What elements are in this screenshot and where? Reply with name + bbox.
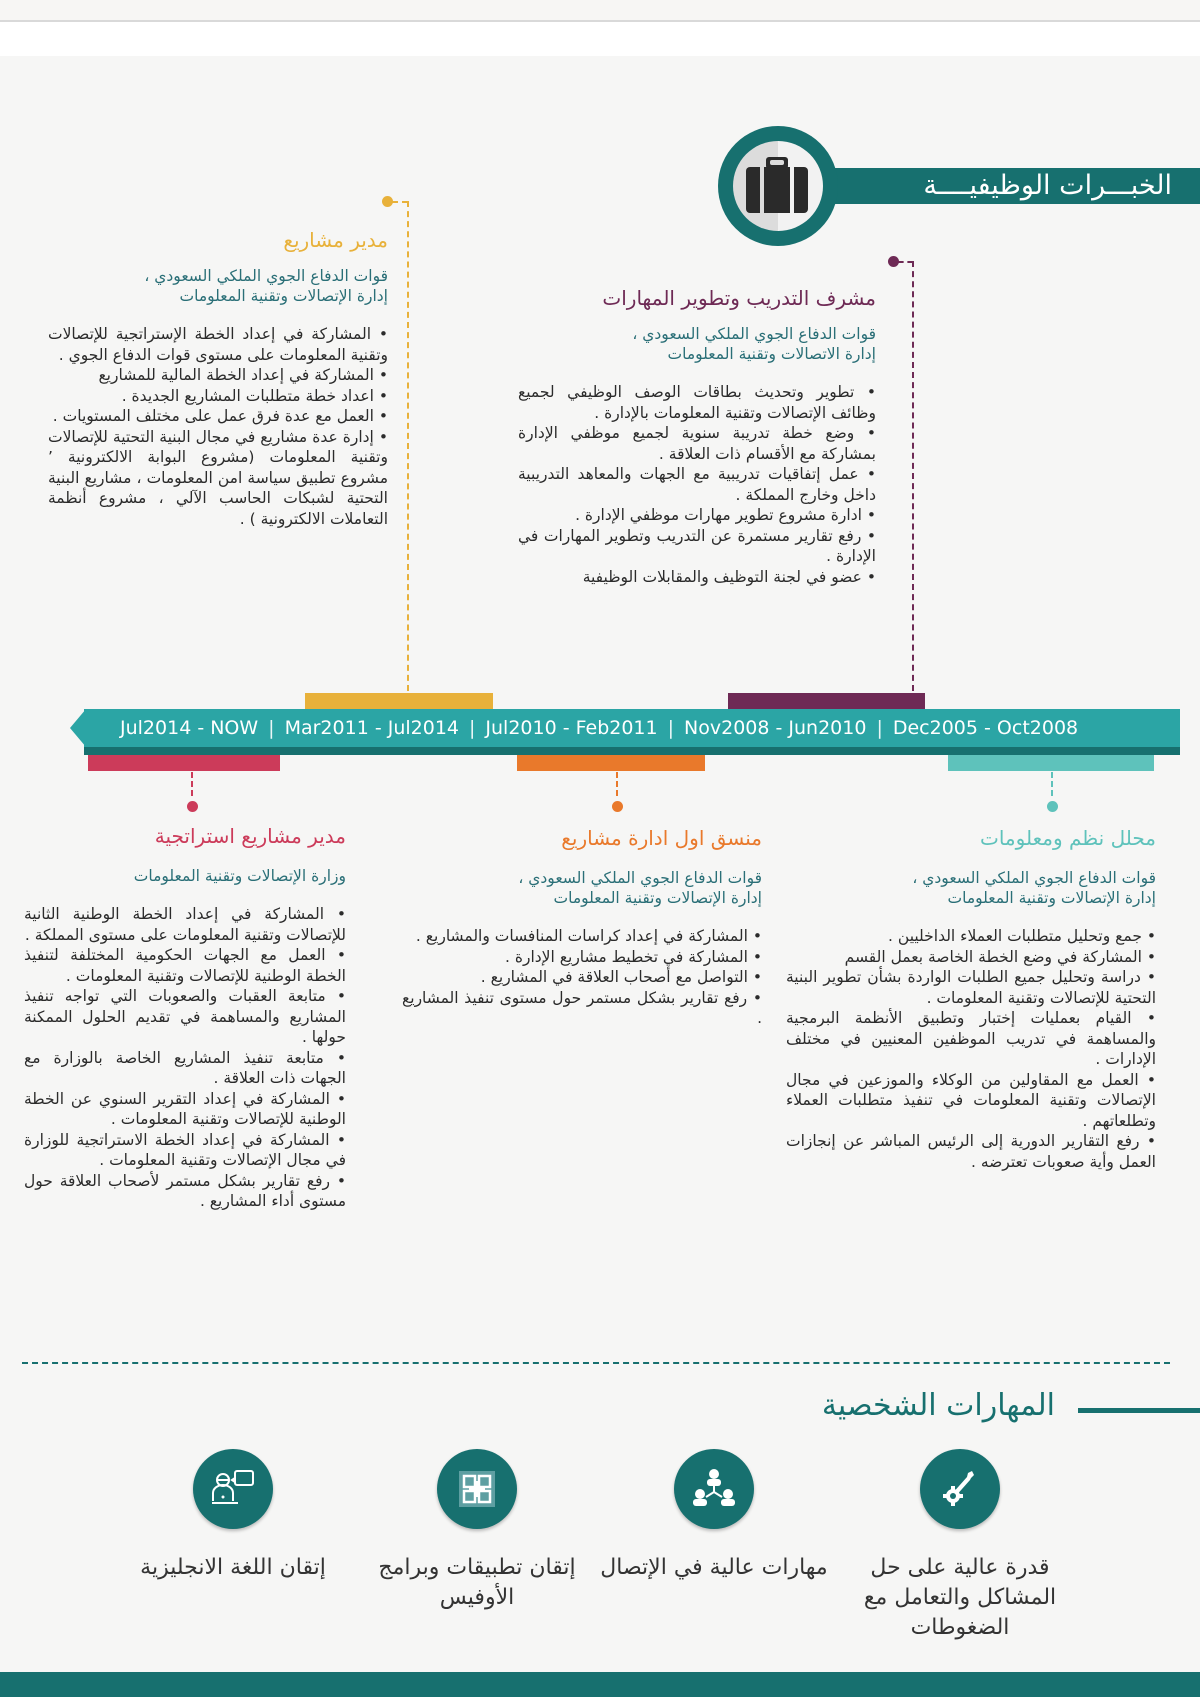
connector-dot-orange (612, 801, 623, 812)
connector-line (898, 261, 913, 263)
skill-communication (594, 1449, 834, 1583)
duty-item: • تطوير وتحديث بطاقات الوصف الوظيفي لجميع وظائف الإتصالات وتقنية المعلومات بالإدارة . (518, 382, 876, 423)
skill-label: إتقان تطبيقات وبرامج الأوفيس (378, 1555, 576, 1610)
duty-item: • اعداد خطة متطلبات المشاريع الجديدة . (48, 386, 388, 407)
duty-item: • رفع تقارير مستمرة عن التدريب وتطوير المهارات في الإدارة . (518, 526, 876, 567)
skill-label: مهارات عالية في الإتصال (600, 1555, 828, 1580)
skill-problem-solving (840, 1449, 1080, 1643)
job-title: مدير مشاريع (283, 228, 388, 252)
skill-label: قدرة عالية على حل المشاكل والتعامل مع الضغوطات (863, 1555, 1057, 1640)
skill-english (113, 1449, 353, 1583)
job-project-manager (48, 228, 388, 529)
job-training-supervisor (518, 286, 876, 587)
briefcase-icon (746, 157, 808, 213)
connector-line (1051, 772, 1053, 796)
job-duties (48, 324, 388, 529)
job-organization: قوات الدفاع الجوي الملكي السعودي ، إدارة الإتصالات وتقنية المعلومات (518, 869, 762, 907)
footer-bar (0, 1672, 1200, 1697)
duty-item: • العمل مع عدة فرق عمل على مختلف المستويات . (48, 406, 388, 427)
job-duties (24, 904, 346, 1212)
office-app-icon (437, 1449, 517, 1529)
duty-item: • المشاركة في وضع الخطة الخاصة بعمل القسم (786, 947, 1156, 968)
job-title: مشرف التدريب وتطوير المهارات (602, 286, 876, 310)
connector-dot-crimson (187, 801, 198, 812)
duty-item: • التواصل مع أصحاب العلاقة في المشاريع . (402, 967, 762, 988)
timeline-label: Mar2011 - Jul2014 (284, 717, 459, 739)
timeline-labels: Jul2014 - NOW | Mar2011 - Jul2014 | Jul2010 - Feb2011 | Nov2008 - Jun2010 | Dec2005 - Oct2008 (120, 717, 1079, 739)
job-title: محلل نظم ومعلومات (980, 826, 1156, 850)
duty-item: • العمل مع الجهات الحكومية المختلفة لتنفيذ الخطة الوطنية للإتصالات وتقنية المعلومات . (24, 945, 346, 986)
duty-item: • ادارة مشروع تطوير مهارات موظفي الإدارة . (518, 505, 876, 526)
duty-item: • دراسة وتحليل جميع الطلبات الواردة بشأن تطوير البنية التحتية للإتصالات وتقنية المعلومات . (786, 967, 1156, 1008)
skills-header-line (1078, 1408, 1200, 1413)
timeline-segment-nov2008 (728, 693, 925, 709)
network-people-icon (674, 1449, 754, 1529)
job-organization: قوات الدفاع الجوي الملكي السعودي ، إدارة الإتصالات وتقنية المعلومات (912, 869, 1156, 907)
duty-item: • عضو في لجنة التوظيف والمقابلات الوظيفية (518, 567, 876, 588)
job-organization: وزارة الإتصالات وتقنية المعلومات (133, 867, 346, 885)
skill-office-apps (357, 1449, 597, 1613)
job-systems-analyst (786, 826, 1156, 1172)
duty-item: • متابعة تنفيذ المشاريع الخاصة بالوزارة مع الجهات ذات العلاقة . (24, 1048, 346, 1089)
job-pm-coordinator (402, 826, 762, 1029)
duty-item: • العمل مع المقاولين من الوكلاء والموزعين في مجال الإتصالات وتقنية المعلومات في تنفيذ متطلبات العملاء وتطلعاتهم . (786, 1070, 1156, 1132)
connector-line (392, 201, 408, 203)
connector-line (616, 772, 618, 796)
job-organization: قوات الدفاع الجوي الملكي السعودي ، إدارة الإتصالات وتقنية المعلومات (144, 267, 388, 305)
job-strategic-project-manager (24, 824, 346, 1212)
job-organization: قوات الدفاع الجوي الملكي السعودي ، إدارة الاتصالات وتقنية المعلومات (632, 325, 876, 363)
duty-item: • المشاركة في إعداد كراسات المنافسات والمشاريع . (402, 926, 762, 947)
experience-title: الخبـــرات الوظيفيــــة (923, 170, 1172, 201)
timeline-label: Dec2005 - Oct2008 (892, 717, 1079, 739)
timeline-segment-jul2010 (517, 755, 705, 771)
duty-item: • المشاركة في إعداد الخطة المالية للمشاريع (48, 365, 388, 386)
duty-item: • متابعة العقبات والصعوبات التي تواجه تنفيذ المشاريع والمساهمة في تقديم الحلول الممكنة حولها . (24, 986, 346, 1048)
connector-line (407, 201, 409, 691)
job-duties (518, 382, 876, 587)
duty-item: • إدارة عدة مشاريع في مجال البنية التحتية للإتصالات وتقنية المعلومات (مشروع البوابة الالكترونية ’ مشروع تطبيق سياسة امن المعلومات ، مشاريع البنية التحتية لشبكات الحاسب الآلي ، مشروع أنظمة التعاملات الالكترونية ) . (48, 427, 388, 530)
duty-item: • عمل إتفاقيات تدريبية مع الجهات والمعاهد التدريبية داخل وخارج المملكة . (518, 464, 876, 505)
timeline-label: Nov2008 - Jun2010 (684, 717, 867, 739)
timeline-segment-jul2014 (88, 755, 280, 771)
skill-label: إتقان اللغة الانجليزية (140, 1555, 326, 1580)
timeline-label: Jul2010 - Feb2011 (485, 717, 658, 739)
duty-item: • رفع تقارير بشكل مستمر حول مستوى تنفيذ المشاريع . (402, 988, 762, 1029)
duty-item: • المشاركة في إعداد التقرير السنوي عن الخطة الوطنية للإتصالات وتقنية المعلومات . (24, 1089, 346, 1130)
wrench-gear-icon (920, 1449, 1000, 1529)
duty-item: • المشاركة في إعداد الخطة الوطنية الثانية للإتصالات وتقنية المعلومات على مستوى المملكة . (24, 904, 346, 945)
timeline-segment-mar2011 (305, 693, 493, 709)
connector-dot-mint (1047, 801, 1058, 812)
duty-item: • القيام بعمليات إختبار وتطبيق الأنظمة البرمجية والمساهمة في تدريب الموظفين المعنيين في مختلف الإدارات . (786, 1008, 1156, 1070)
connector-line (912, 261, 914, 691)
duty-item: • رفع تقارير بشكل مستمر لأصحاب العلاقة حول مستوى أداء المشاريع . (24, 1171, 346, 1212)
job-duties (786, 926, 1156, 1172)
timeline-label: Jul2014 - NOW (120, 717, 259, 739)
duty-item: • وضع خطة تدريبة سنوية لجميع موظفي الإدارة بمشاركة مع الأقسام ذات العلاقة . (518, 423, 876, 464)
duty-item: • المشاركة في تخطيط مشاريع الإدارة . (402, 947, 762, 968)
connector-line (191, 772, 193, 796)
duty-item: • جمع وتحليل متطلبات العملاء الداخليين . (786, 926, 1156, 947)
top-strip (0, 0, 1200, 22)
job-duties (402, 926, 762, 1029)
section-divider (22, 1362, 1170, 1364)
skills-title: المهارات الشخصية (821, 1388, 1055, 1423)
timeline-underline (84, 747, 1180, 755)
duty-item: • المشاركة في إعداد الخطة الاستراتجية للوزارة في مجال الإتصالات وتقنية المعلومات . (24, 1130, 346, 1171)
job-title: منسق اول ادارة مشاريع (561, 826, 762, 850)
timeline-segment-dec2005 (948, 755, 1154, 771)
job-title: مدير مشاريع استراتجية (154, 824, 346, 848)
speaking-person-icon (193, 1449, 273, 1529)
duty-item: • المشاركة في إعداد الخطة الإستراتجية للإتصالات وتقنية المعلومات على مستوى قوات الدفاع الجوي . (48, 324, 388, 365)
duty-item: • رفع التقارير الدورية إلى الرئيس المباشر عن إنجازات العمل وأية صعوبات تعترضه . (786, 1131, 1156, 1172)
